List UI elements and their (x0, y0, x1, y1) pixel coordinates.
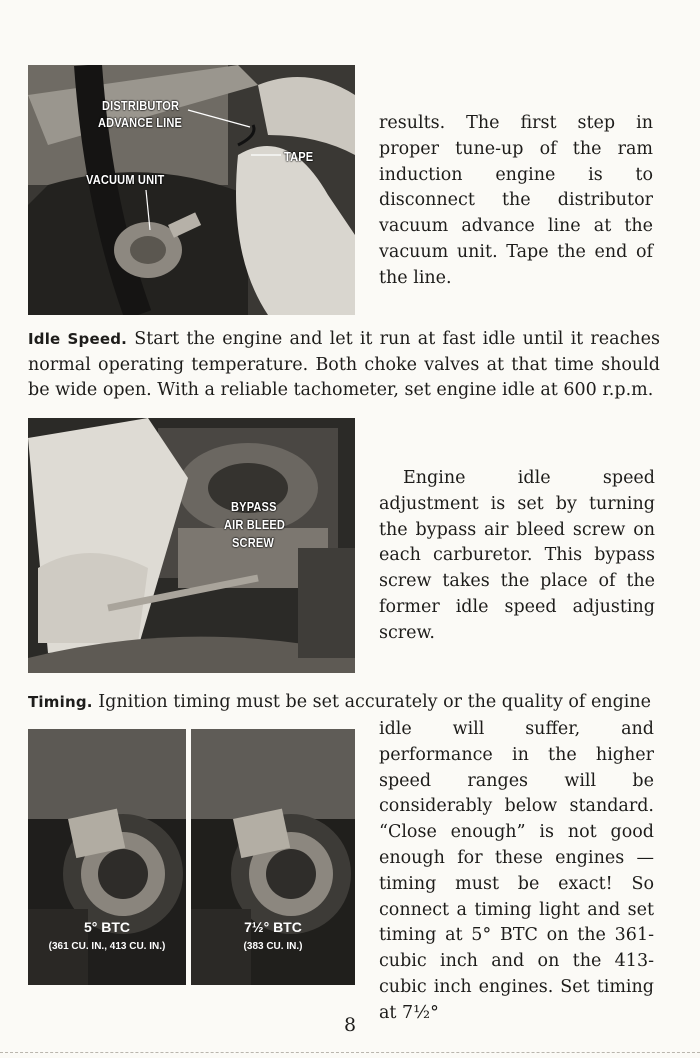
caption-5-btc-engines: (361 CU. IN., 413 CU. IN.) (48, 941, 166, 952)
paragraph-timing-lead (28, 690, 660, 716)
text-idle-adjustment: Engine idle speed adjustment is set by turning the bypass air bleed screw on each carburetor. This bypass screw takes the place of the former idle speed adjusting screw. (379, 468, 655, 643)
label-screw: SCREW (232, 535, 274, 550)
label-bypass: BYPASS (231, 499, 277, 514)
photo-timing-7-5-btc (191, 729, 355, 985)
caption-7-5-btc-engines: (383 CU. IN.) (243, 941, 303, 952)
label-vacuum-unit: VACUUM UNIT (86, 172, 165, 187)
timing-lead-text: Ignition timing must be set accurately or the quality of engine (98, 692, 652, 712)
photo-carburetor-bypass-screw (28, 418, 355, 673)
text-tune-up-step: results. The first step in proper tune-up of the ram induction engine is to disconnect the distributor vacuum advance line at the vacuum unit. Tape the end of the line. (379, 113, 653, 288)
caption-5-btc: 5° BTC (83, 919, 131, 935)
text-timing-body: idle will suffer, and performance in the higher speed ranges will be considerably below standard. “Close enough” is not good enough for these engines —timing must be exact! So connect a timing light and set timing at 5° BTC on the 361-cubic inch and on the 413-cubic inch engines. Set timing at 7½° (379, 719, 654, 1023)
photo-1-image (28, 65, 355, 315)
idle-speed-body: Start the engine and let it run at fast idle until it reaches normal operating temperature. Both choke valves at that time should be wide open. With a reliable tachometer, set engine idle at 600 r.p.m. (28, 329, 660, 401)
paragraph-idle-speed (28, 327, 660, 404)
photo-distributor-vacuum-unit (28, 65, 355, 315)
page-number: 8 (343, 1014, 357, 1036)
label-advance-line: ADVANCE LINE (98, 115, 183, 130)
label-tape: TAPE (284, 149, 314, 164)
photo-2-image (28, 418, 355, 673)
caption-7-5-btc: 7½° BTC (244, 919, 302, 935)
heading-idle-speed: Idle Speed. (28, 330, 128, 348)
page-bottom-edge (0, 1052, 700, 1054)
photo-timing-5-btc (28, 729, 186, 985)
heading-timing: Timing. (28, 693, 93, 711)
label-distributor: DISTRIBUTOR (102, 98, 180, 113)
label-air-bleed: AIR BLEED (224, 517, 286, 532)
